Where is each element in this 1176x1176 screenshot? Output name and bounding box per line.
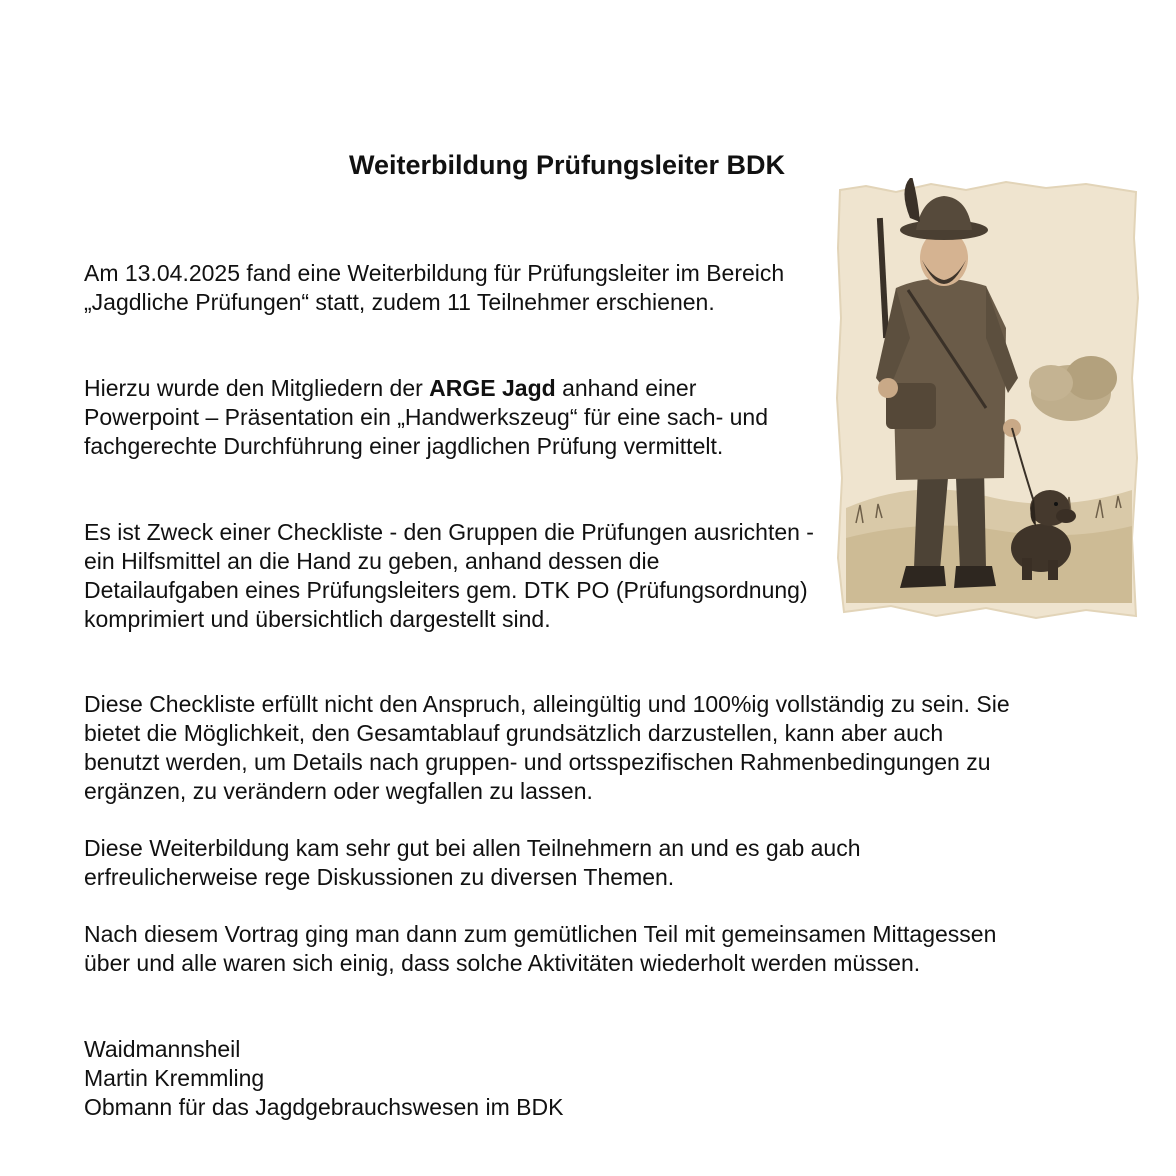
- paragraph-mittagessen: Nach diesem Vortrag ging man dann zum gemütlichen Teil mit gemeinsamen Mittagessen über und alle waren sich einig, dass solche Aktivitäten wiederholt werden müssen.: [84, 921, 997, 976]
- paragraph-checkliste-anspruch: Diese Checkliste erfüllt nicht den Anspruch, alleingültig und 100%ig vollständig zu sein. Sie bietet die Möglichkeit, den Gesamtablauf grundsätzlich darzustellen, kann aber auch benutzt werden, um Details nach gruppen- und ortsspezifischen Rahmenbedingungen zu ergänzen, zu verändern oder wegfallen zu lassen.: [84, 691, 1010, 804]
- signature-role: Obmann für das Jagdgebrauchswesen im BDK: [84, 1094, 564, 1120]
- paragraph-arge-jagd: [84, 374, 814, 461]
- document-title: Weiterbildung Prüfungsleiter BDK: [348, 150, 786, 180]
- hunter-with-dog-illustration: [836, 178, 1140, 620]
- signature-greeting: Waidmannsheil: [84, 1036, 241, 1062]
- arge-jagd-bold: ARGE Jagd: [429, 375, 556, 401]
- paragraph-checkliste-zweck: Es ist Zweck einer Checkliste - den Gruppen die Prüfungen ausrichten - ein Hilfsmittel an die Hand zu geben, anhand dessen die Detailaufgaben eines Prüfungsleiters gem. DTK PO (Prüfungsordnung) komprimiert und übersichtlich dargestellt sind.: [84, 519, 814, 632]
- paragraph-weiterbildung-feedback: Diese Weiterbildung kam sehr gut bei allen Teilnehmern an und es gab auch erfreulicherweise rege Diskussionen zu diversen Themen.: [84, 835, 861, 890]
- paragraph-intro: Am 13.04.2025 fand eine Weiterbildung für Prüfungsleiter im Bereich „Jagdliche Prüfungen“ statt, zudem 11 Teilnehmer erschienen.: [84, 260, 785, 315]
- signature-block: [84, 1035, 1024, 1122]
- paragraph-arge-jagd-text-before: Hierzu wurde den Mitgliedern der: [84, 375, 430, 401]
- signature-name: Martin Kremmling: [84, 1065, 265, 1091]
- paragraph-arge-jagd-text-after: anhand einer Powerpoint – Präsentation ein „Handwerkszeug“ für eine sach- und fachgerechte Durchführung einer jagdlichen Prüfung vermittelt.: [84, 375, 768, 459]
